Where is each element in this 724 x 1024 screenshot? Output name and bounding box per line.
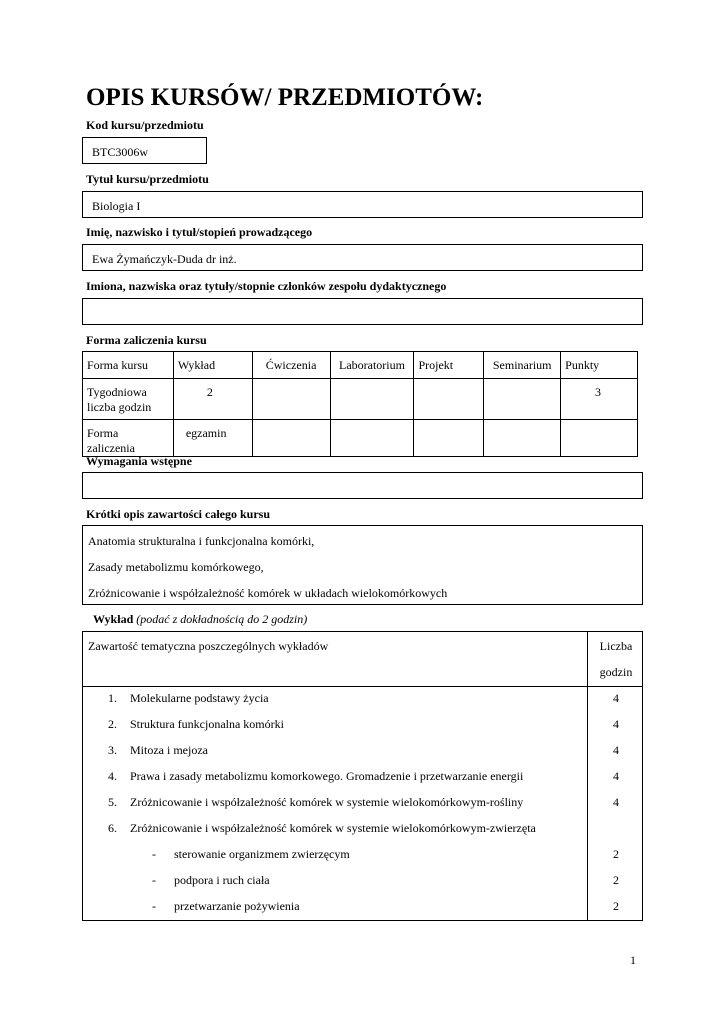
lecturer-field	[82, 244, 643, 271]
lecture-item-number: 4.	[108, 769, 117, 783]
header-cell: Laboratorium	[330, 352, 414, 379]
completion-table	[82, 351, 638, 457]
lecture-item-hours: 4	[613, 743, 619, 757]
lecture-subitem-dash: -	[152, 899, 156, 913]
prerequisites-field	[82, 472, 643, 499]
page-number: 1	[630, 953, 636, 967]
table-header-row	[83, 352, 638, 379]
lecture-subitem-hours: 2	[613, 847, 619, 861]
header-cell: Forma kursu	[83, 352, 174, 379]
lecture-subitem-hours: 2	[613, 899, 619, 913]
table-cell: Forma zaliczenia	[83, 420, 174, 457]
lecture-subitem: sterowanie organizmem zwierzęcym	[174, 847, 350, 861]
prerequisites-label: Wymagania wstępne	[86, 454, 192, 468]
table-cell	[252, 379, 330, 420]
lecture-header-divider	[83, 686, 642, 687]
summary-line: Zasady metabolizmu komórkowego,	[88, 560, 264, 574]
header-cell: Ćwiczenia	[252, 352, 330, 379]
lecture-item-hours: 4	[613, 769, 619, 783]
summary-label: Krótki opis zawartości całego kursu	[86, 507, 270, 521]
summary-line: Anatomia strukturalna i funkcjonalna komórki,	[88, 534, 315, 548]
lecture-item: Mitoza i mejoza	[130, 743, 208, 757]
lecture-table	[82, 631, 643, 921]
lecture-label: Wykład	[93, 612, 134, 626]
lecturer-label: Imię, nazwisko i tytuł/stopień prowadzącego	[86, 225, 313, 239]
header-cell: Projekt	[414, 352, 484, 379]
lecture-item-number: 6.	[108, 821, 117, 835]
table-cell: egzamin	[173, 420, 252, 457]
lecture-item: Molekularne podstawy życia	[130, 691, 269, 705]
header-cell: Wykład	[173, 352, 252, 379]
table-cell	[484, 420, 561, 457]
lecture-item-number: 1.	[108, 691, 117, 705]
course-title-label: Tytuł kursu/przedmiotu	[86, 172, 209, 186]
course-title-field	[82, 191, 643, 218]
lecture-item: Prawa i zasady metabolizmu komorkowego. Gromadzenie i przetwarzanie energii	[130, 769, 524, 783]
lecturer-value: Ewa Żymańczyk-Duda dr inż.	[92, 252, 237, 266]
lecture-item-hours: 4	[613, 717, 619, 731]
lecture-subitem: przetwarzanie pożywienia	[174, 899, 300, 913]
summary-box	[82, 525, 643, 605]
team-field	[82, 298, 643, 325]
course-code-label: Kod kursu/przedmiotu	[86, 118, 204, 132]
lecture-item: Zróżnicowanie i współzależność komórek w systemie wielokomórkowym-rośliny	[130, 795, 524, 809]
table-cell	[414, 379, 484, 420]
table-cell	[414, 420, 484, 457]
table-cell: 3	[561, 379, 638, 420]
lecture-heading	[93, 612, 307, 627]
lecture-item: Struktura funkcjonalna komórki	[130, 717, 284, 731]
lecture-item-number: 3.	[108, 743, 117, 757]
lecture-subitem-dash: -	[152, 873, 156, 887]
completion-label: Forma zaliczenia kursu	[86, 333, 207, 347]
lecture-hours-header: godzin	[599, 665, 633, 679]
lecture-subitem: podpora i ruch ciała	[174, 873, 270, 887]
lecture-note: (podać z dokładnością do 2 godzin)	[136, 612, 308, 626]
table-row	[83, 420, 638, 457]
course-code-value: BTC3006w	[92, 145, 149, 159]
lecture-subitem-hours: 2	[613, 873, 619, 887]
table-cell	[330, 379, 414, 420]
lecture-content-header: Zawartość tematyczna poszczególnych wykładów	[88, 639, 329, 653]
lecture-item-hours: 4	[613, 795, 619, 809]
lecture-item-number: 5.	[108, 795, 117, 809]
header-cell: Punkty	[561, 352, 638, 379]
table-cell	[252, 420, 330, 457]
course-code-field	[82, 137, 207, 164]
table-cell	[561, 420, 638, 457]
table-row	[83, 379, 638, 420]
summary-line: Zróżnicowanie i współzależność komórek w układach wielokomórkowych	[88, 586, 448, 600]
lecture-hours-header: Liczba	[599, 639, 633, 653]
team-label: Imiona, nazwiska oraz tytuły/stopnie członków zespołu dydaktycznego	[86, 279, 447, 293]
table-cell: Tygodniowa liczba godzin	[83, 379, 174, 420]
page-title: OPIS KURSÓW/ PRZEDMIOTÓW:	[86, 84, 484, 111]
course-title-value: Biologia I	[92, 199, 141, 213]
lecture-subitem-dash: -	[152, 847, 156, 861]
lecture-item-number: 2.	[108, 717, 117, 731]
header-cell: Seminarium	[484, 352, 561, 379]
table-cell	[484, 379, 561, 420]
table-cell: 2	[173, 379, 252, 420]
table-cell	[330, 420, 414, 457]
lecture-item-hours: 4	[613, 691, 619, 705]
lecture-item: Zróżnicowanie i współzależność komórek w systemie wielokomórkowym-zwierzęta	[130, 821, 536, 835]
